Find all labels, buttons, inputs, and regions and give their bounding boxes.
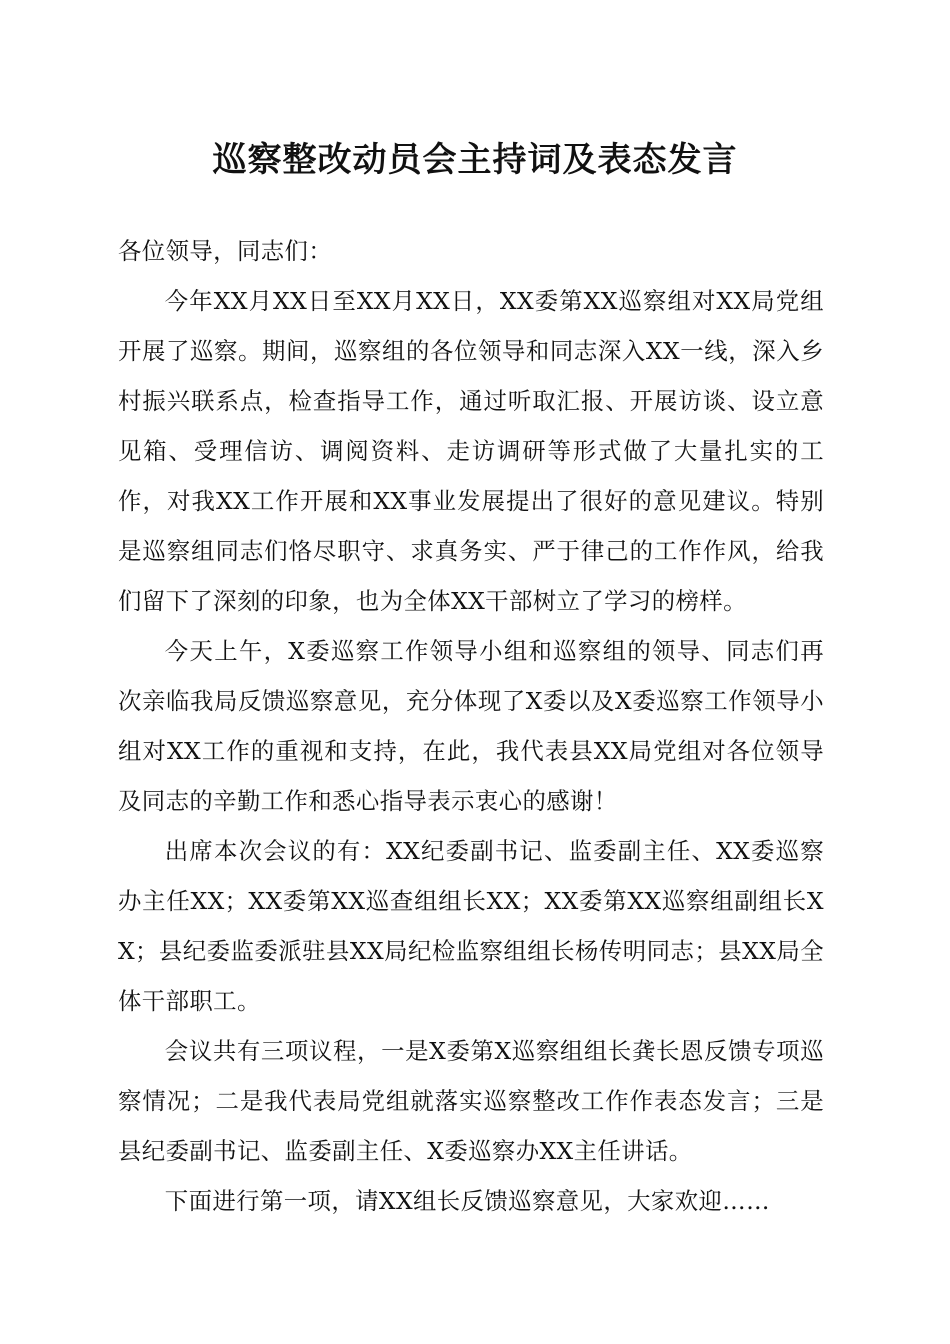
- paragraph-attendees: 出席本次会议的有：XX纪委副书记、监委副主任、XX委巡察办主任XX；XX委第XX巡查组组长XX；XX委第XX巡察组副组长XX；县纪委监委派驻县XX局纪检监察组组长杨传明同志；县XX局全体干部职工。: [118, 837, 824, 1015]
- document-title: 巡察整改动员会主持词及表态发言: [212, 140, 738, 180]
- paragraph-first-item: 下面进行第一项，请XX组长反馈巡察意见，大家欢迎……: [164, 1187, 770, 1215]
- paragraph-thanks: 今天上午，X委巡察工作领导小组和巡察组的领导、同志们再次亲临我局反馈巡察意见，充分体现了X委以及X委巡察工作领导小组对XX工作的重视和支持，在此，我代表县XX局党组对各位领导及同志的辛勤工作和悉心指导表示衷心的感谢！: [118, 637, 824, 815]
- paragraph-inspection-overview: 今年XX月XX日至XX月XX日，XX委第XX巡察组对XX局党组开展了巡察。期间，巡察组的各位领导和同志深入XX一线，深入乡村振兴联系点，检查指导工作，通过听取汇报、开展访谈、设立意见箱、受理信访、调阅资料、走访调研等形式做了大量扎实的工作，对我XX工作开展和XX事业发展提出了很好的意见建议。特别是巡察组同志们恪尽职守、求真务实、严于律己的工作作风，给我们留下了深刻的印象，也为全体XX干部树立了学习的榜样。: [118, 287, 824, 615]
- document-body: [118, 226, 824, 1226]
- paragraph-agenda: 会议共有三项议程，一是X委第X巡察组组长龚长恩反馈专项巡察情况；二是我代表局党组就落实巡察整改工作作表态发言；三是县纪委副书记、监委副主任、X委巡察办XX主任讲话。: [118, 1037, 824, 1165]
- salutation: 各位领导，同志们：: [118, 237, 333, 265]
